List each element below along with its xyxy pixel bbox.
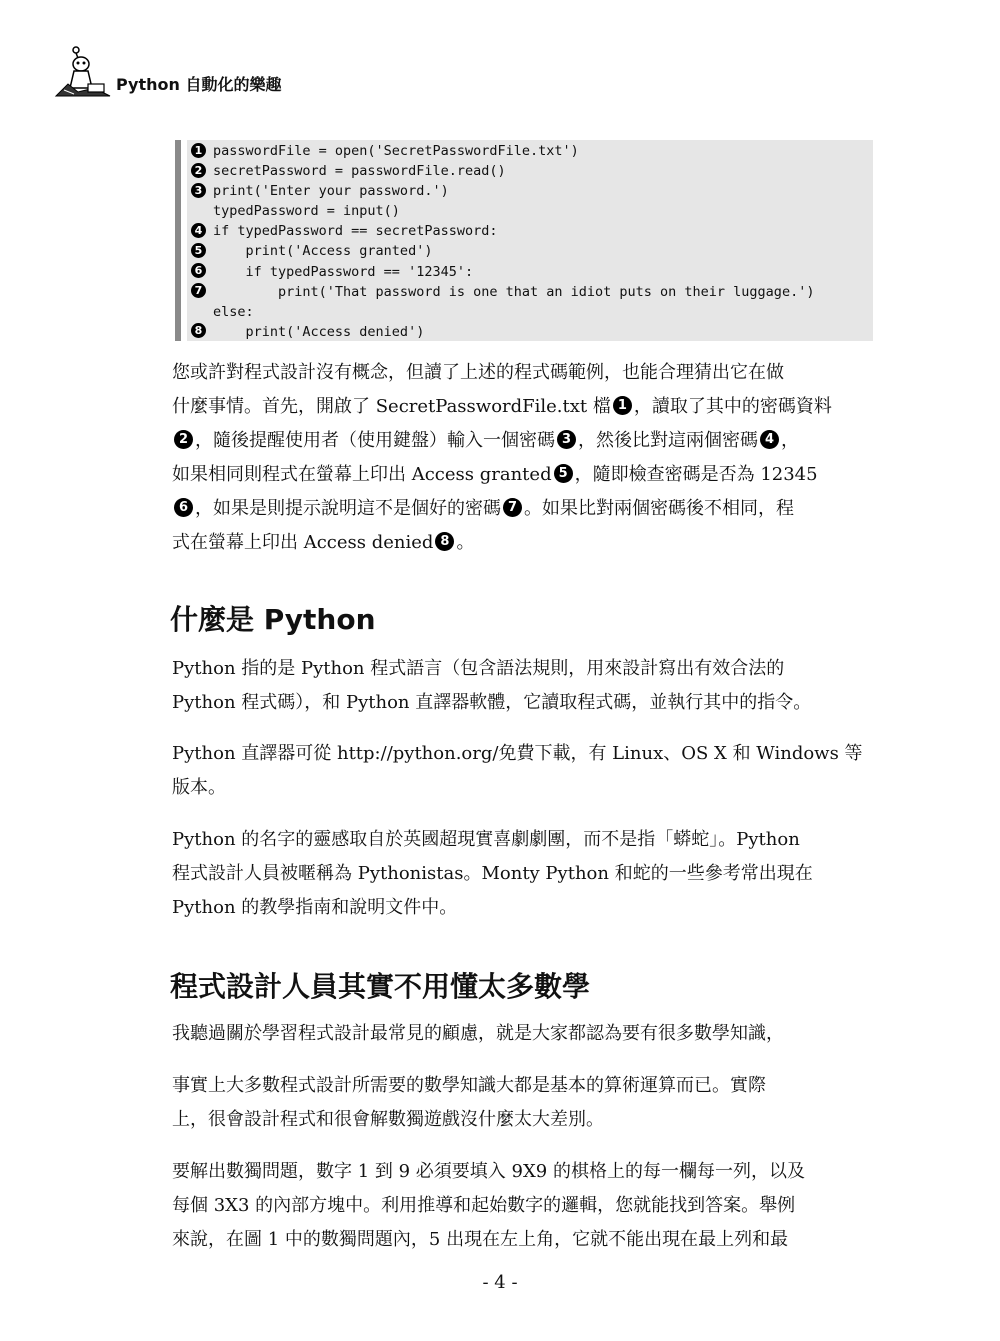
text-line: Python 的教學指南和說明文件中。 xyxy=(172,897,458,918)
code-marker xyxy=(191,181,213,201)
callout-3-icon: 3 xyxy=(557,430,576,449)
paragraph-math-concern xyxy=(172,1017,870,1051)
text-line: 什麼事情。首先，開啟了 SecretPasswordFile.txt 檔 1 ，讀取了其中的密碼資料 xyxy=(172,396,832,417)
callout-6-icon: 6 xyxy=(174,498,193,517)
text-line: Python 直譯器可從 http://python.org/免費下載，有 Linux、OS X 和 Windows 等 xyxy=(172,743,863,764)
paragraph-python-name xyxy=(172,823,870,925)
code-text: secretPassword = passwordFile.read() xyxy=(213,163,506,180)
paragraph-math-reality xyxy=(172,1069,870,1137)
code-marker xyxy=(191,161,213,181)
text-line: 您或許對程式設計沒有概念，但讀了上述的程式碼範例，也能合理猜出它在做 xyxy=(172,362,784,383)
callout-1-icon: 1 xyxy=(613,396,632,415)
text-line: 事實上大多數程式設計所需要的數學知識大都是基本的算術運算而已。實際 xyxy=(172,1075,766,1096)
code-text: if typedPassword == secretPassword: xyxy=(213,223,498,240)
text-line: Python 的名字的靈感取自於英國超現實喜劇劇團，而不是指「蟒蛇」。Python xyxy=(172,829,800,850)
code-marker xyxy=(191,262,213,282)
code-text: typedPassword = input() xyxy=(213,203,400,220)
robot-mascot-icon xyxy=(54,44,114,100)
code-line xyxy=(191,221,814,241)
text-line: 程式設計人員被暱稱為 Pythonistas。Monty Python 和蛇的一些參考常出現在 xyxy=(172,863,813,884)
text-line: 我聽過關於學習程式設計最常見的顧慮，就是大家都認為要有很多數學知識， xyxy=(172,1023,784,1044)
code-marker xyxy=(191,221,213,241)
code-line xyxy=(191,322,814,342)
text-line: 每個 3X3 的內部方塊中。利用推導和起始數字的邏輯，您就能找到答案。舉例 xyxy=(172,1195,796,1216)
paragraph-python-download xyxy=(172,737,870,805)
callout-4-icon: 4 xyxy=(191,223,206,238)
code-left-bar xyxy=(175,140,181,341)
code-marker xyxy=(191,282,213,302)
section-heading-what-is-python: 什麼是 Python xyxy=(170,603,376,636)
paragraph-explanation xyxy=(172,356,870,560)
text-line: 2 ，隨後提醒使用者（使用鍵盤）輸入一個密碼 3 ，然後比對這兩個密碼 4 ， xyxy=(172,424,870,458)
text-line: 要解出數獨問題，數字 1 到 9 必須要填入 9X9 的棋格上的每一欄每一列，以及 xyxy=(172,1161,805,1182)
code-line xyxy=(191,141,814,161)
callout-8-icon: 8 xyxy=(435,532,454,551)
code-text: passwordFile = open('SecretPasswordFile.txt') xyxy=(213,143,579,159)
text-line: 上，很會設計程式和很會解數獨遊戲沒什麼太大差別。 xyxy=(172,1109,604,1130)
callout-2-icon: 2 xyxy=(191,163,206,178)
code-text: print('Access granted') xyxy=(213,243,433,260)
callout-5-icon: 5 xyxy=(191,243,206,258)
book-title: Python 自動化的樂趣 xyxy=(116,75,282,94)
code-line xyxy=(191,161,814,181)
callout-6-icon: 6 xyxy=(191,263,206,278)
paragraph-python-definition xyxy=(172,652,870,720)
page-number: - 4 - xyxy=(482,1272,518,1293)
text-line: 版本。 xyxy=(172,777,226,798)
code-line xyxy=(191,241,814,261)
text-line: 來說，在圖 1 中的數獨問題內，5 出現在左上角，它就不能出現在最上列和最 xyxy=(172,1229,789,1250)
code-text: else: xyxy=(213,303,254,320)
code-text: print('Enter your password.') xyxy=(213,183,449,200)
code-line xyxy=(191,181,814,201)
code-marker xyxy=(191,241,213,261)
code-marker xyxy=(191,322,213,342)
callout-3-icon: 3 xyxy=(191,183,206,198)
paragraph-sudoku xyxy=(172,1155,870,1257)
code-text: if typedPassword == '12345': xyxy=(213,263,474,280)
code-line xyxy=(191,262,814,282)
code-listing xyxy=(175,140,873,341)
callout-2-icon: 2 xyxy=(174,430,193,449)
callout-1-icon: 1 xyxy=(191,143,206,158)
code-line xyxy=(191,282,814,302)
page-header xyxy=(50,40,450,100)
code-marker xyxy=(191,141,213,161)
callout-4-icon: 4 xyxy=(760,430,779,449)
callout-8-icon: 8 xyxy=(191,323,206,338)
code-line xyxy=(191,201,814,221)
code-text: print('Access denied') xyxy=(213,323,425,340)
text-line: 6 ，如果是則提示說明這不是個好的密碼 7 。如果比對兩個密碼後不相同，程 xyxy=(172,492,870,526)
text-line: Python 指的是 Python 程式語言（包含語法規則，用來設計寫出有效合法的 xyxy=(172,658,785,679)
text-line: 式在螢幕上印出 Access denied 8 。 xyxy=(172,532,475,553)
section-heading-math: 程式設計人員其實不用懂太多數學 xyxy=(170,970,591,1003)
code-line xyxy=(191,302,814,322)
text-line: 如果相同則程式在螢幕上印出 Access granted 5 ，隨即檢查密碼是否為 12345 xyxy=(172,464,818,485)
code-text: print('That password is one that an idiot puts on their luggage.') xyxy=(213,283,815,300)
callout-7-icon: 7 xyxy=(191,283,206,298)
text-line: Python 程式碼），和 Python 直譯器軟體，它讀取程式碼，並執行其中的指令。 xyxy=(172,692,812,713)
code-lines xyxy=(191,141,814,342)
callout-7-icon: 7 xyxy=(503,498,522,517)
callout-5-icon: 5 xyxy=(554,464,573,483)
